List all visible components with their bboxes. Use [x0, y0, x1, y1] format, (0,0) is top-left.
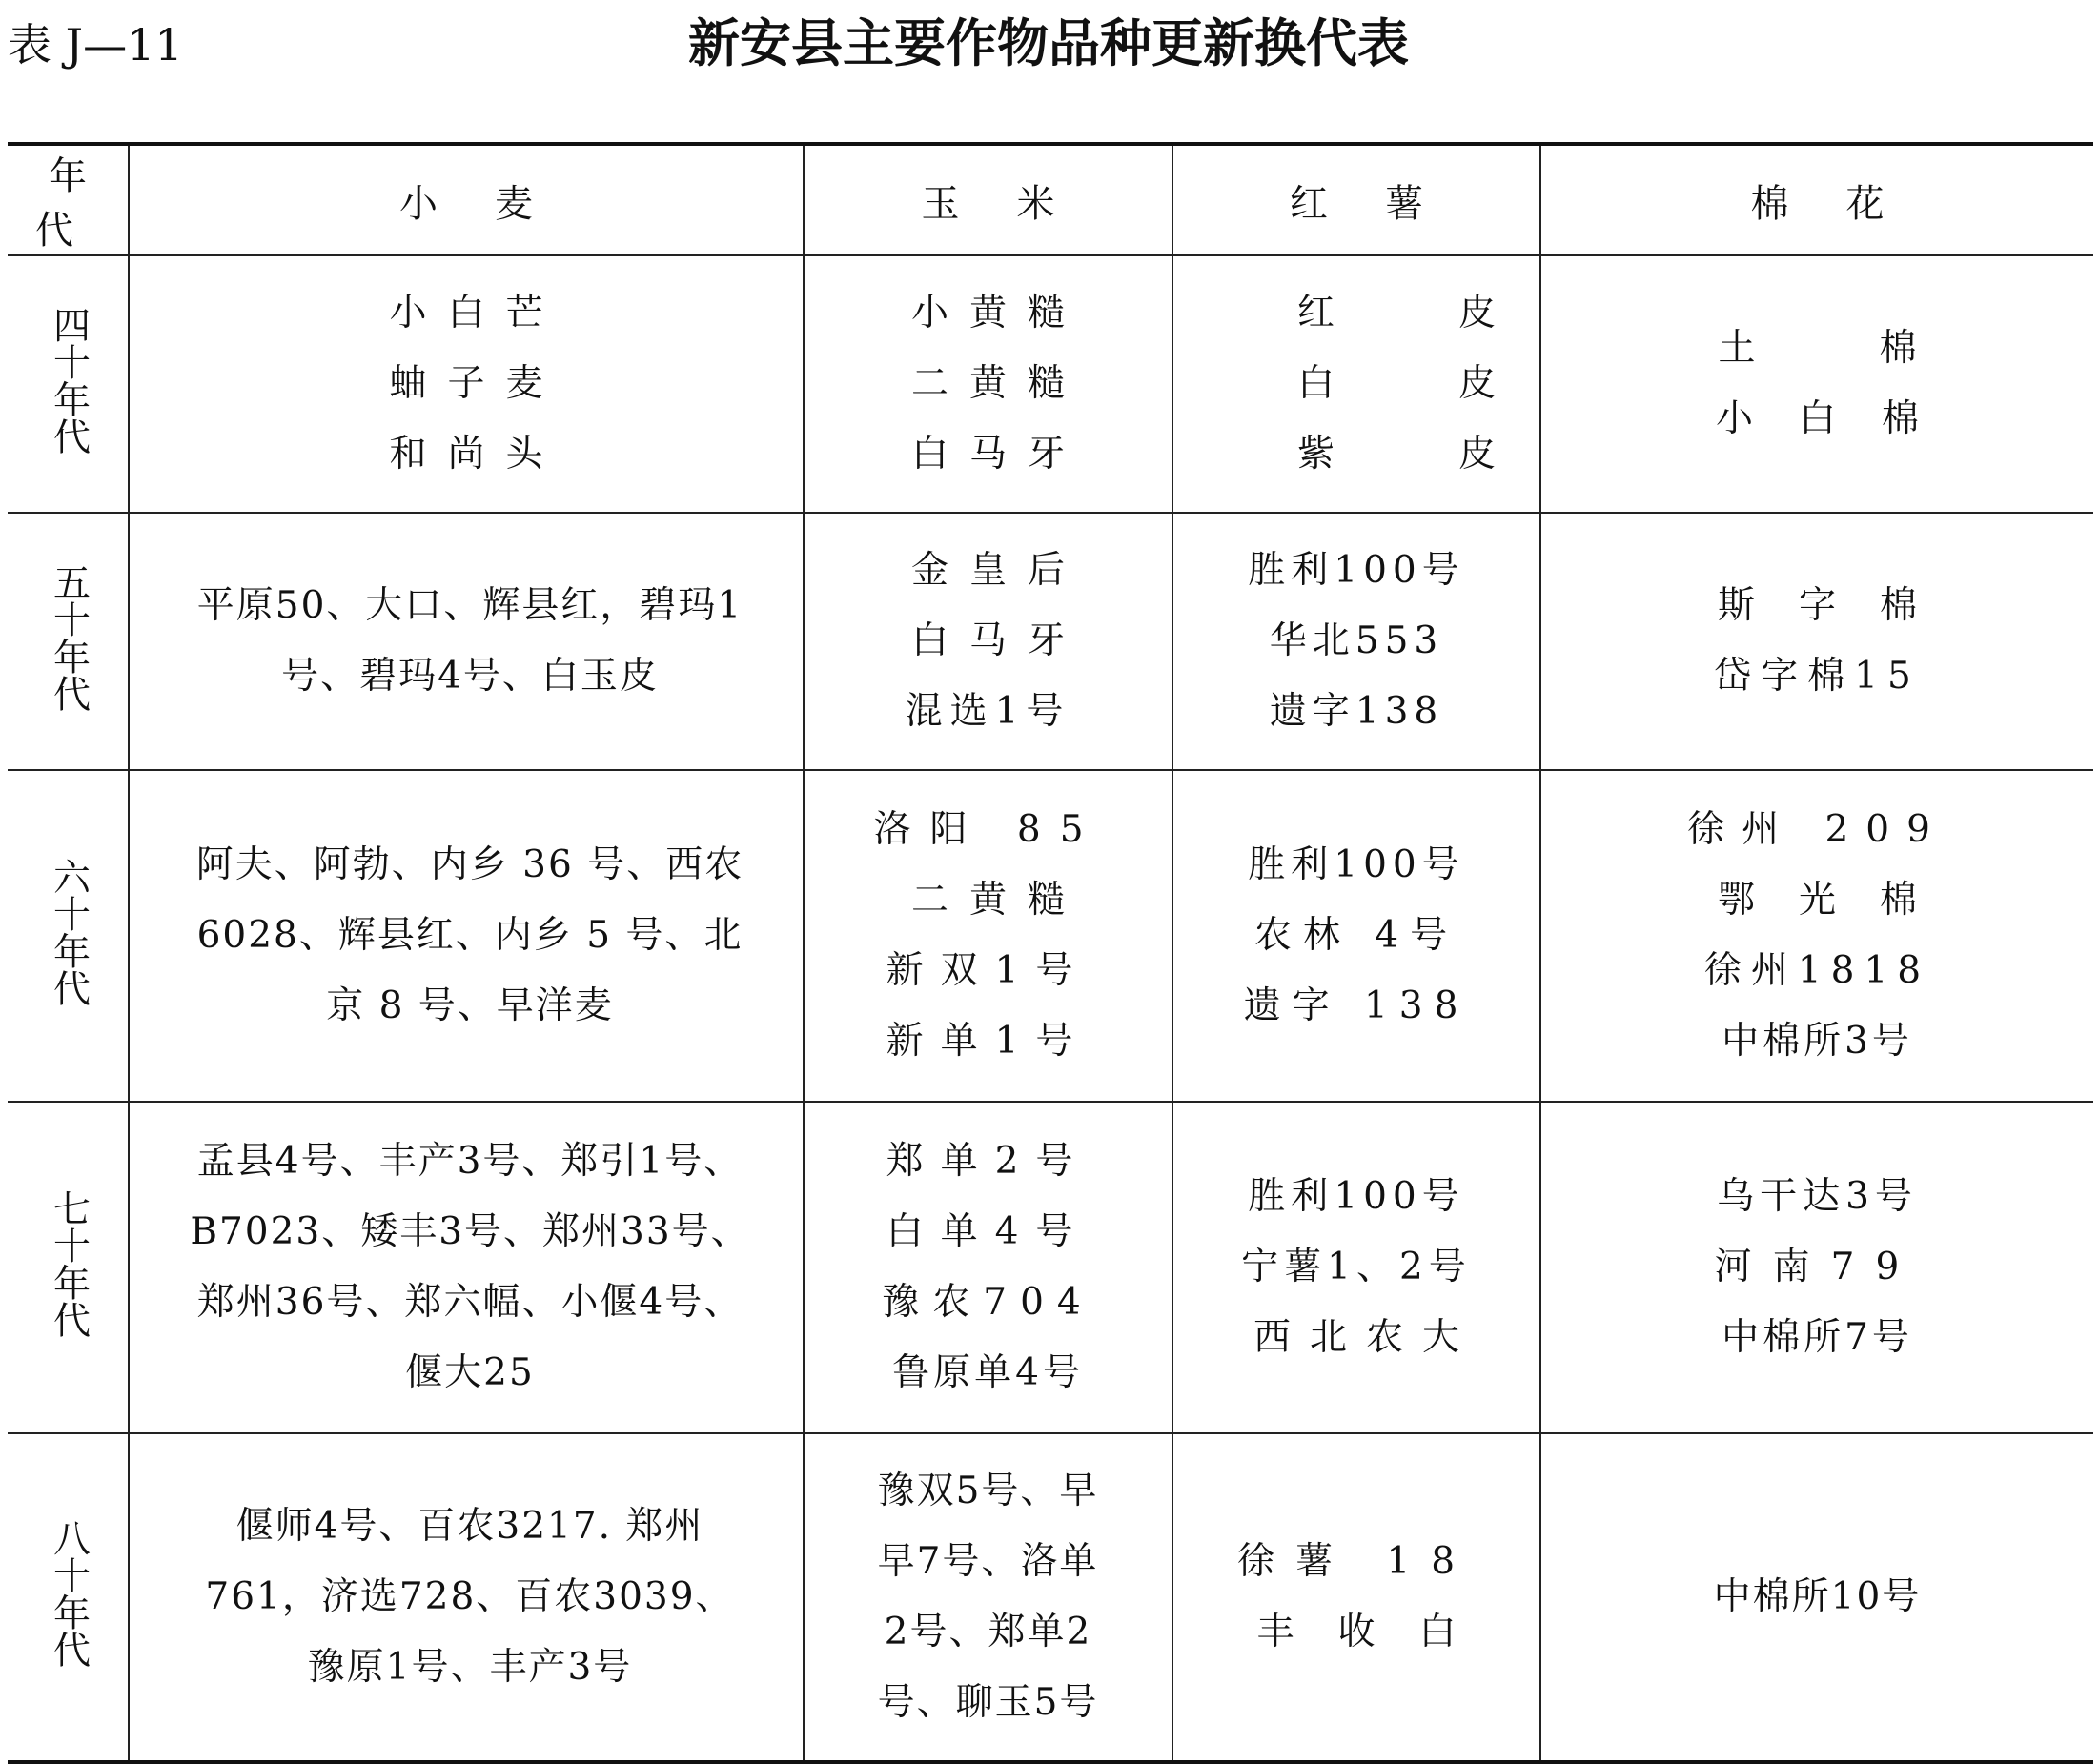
- sweet-potato-variety: 西北农大: [1253, 1316, 1478, 1360]
- cotton-variety: 中棉所10号: [1713, 1574, 1922, 1618]
- sweet-potato-variety: 白皮: [1297, 361, 1620, 405]
- crop-variety-table-container: [8, 142, 2093, 1733]
- sweet-potato-cell: [1172, 770, 1540, 1102]
- era-label: 四十年代: [47, 305, 91, 455]
- sweet-potato-variety: 胜利100号: [1248, 548, 1465, 592]
- corn-variety: 豫双5号、早: [877, 1469, 1099, 1512]
- era-cell: [8, 1102, 129, 1433]
- sweet-potato-cell: [1172, 1433, 1540, 1762]
- era-cell: [8, 1433, 129, 1762]
- corn-variety: 二黄糙: [910, 878, 1086, 922]
- corn-variety: 新单1号: [886, 1020, 1090, 1064]
- wheat-cell: [129, 770, 804, 1102]
- corn-variety: 号、聊玉5号: [877, 1681, 1099, 1725]
- wheat-cell: [129, 1433, 804, 1762]
- era-cell: [8, 770, 129, 1102]
- wheat-varieties-text: 孟县4号、丰产3号、郑引1号、B7023、矮丰3号、郑州33号、郑州36号、郑六幅、小偃4号、偃大25: [190, 1139, 750, 1395]
- wheat-varieties-text: 阿夫、阿勃、内乡 36 号、西农 6028、辉县红、内乡 5 号、北京 8 号、早洋麦: [195, 842, 744, 1028]
- wheat-varieties-text: 偃师4号、百农3217. 郑州761，济选728、百农3039、豫原1号、丰产3号: [205, 1504, 735, 1690]
- wheat-cell: [129, 513, 804, 770]
- cotton-variety: 斯字棉: [1717, 583, 1961, 627]
- cotton-cell: [1540, 770, 2093, 1102]
- cotton-cell: [1540, 255, 2093, 513]
- corn-variety: 新双1号: [886, 949, 1090, 992]
- cotton-variety: 河南79: [1714, 1245, 1921, 1288]
- table-row: [8, 770, 2093, 1102]
- cotton-variety: 土棉: [1718, 326, 2041, 370]
- corn-cell: [804, 1433, 1172, 1762]
- cotton-variety: 岱字棉15: [1714, 655, 1921, 698]
- sweet-potato-variety: 遗字 138: [1243, 984, 1470, 1028]
- era-label: 七十年代: [47, 1188, 91, 1338]
- corn-variety: 2号、郑单2: [884, 1611, 1092, 1653]
- sweet-potato-variety: 丰收白: [1256, 1611, 1500, 1653]
- sweet-potato-variety: 紫皮: [1297, 433, 1620, 476]
- crop-variety-table: [8, 142, 2093, 1764]
- era-cell: [8, 255, 129, 513]
- sweet-potato-variety: 遗字138: [1269, 690, 1444, 734]
- wheat-variety: 小白芒: [389, 291, 564, 335]
- header-era: 年代: [8, 144, 129, 255]
- sweet-potato-variety: 胜利100号: [1248, 1174, 1465, 1218]
- header-cotton: 棉花: [1540, 144, 2093, 255]
- sweet-potato-variety: 徐薯 18: [1236, 1539, 1477, 1583]
- corn-variety: 豫农704: [882, 1281, 1094, 1324]
- corn-cell: [804, 1102, 1172, 1433]
- cotton-variety: 徐州 209: [1687, 807, 1947, 851]
- cotton-variety: 徐州1818: [1703, 949, 1931, 992]
- table-row: [8, 1433, 2093, 1762]
- cotton-variety: 小白棉: [1715, 397, 1965, 440]
- cotton-variety: 鄂光棉: [1717, 878, 1961, 922]
- wheat-variety: 蚰子麦: [389, 361, 564, 405]
- era-label: 八十年代: [47, 1518, 91, 1668]
- cotton-cell: [1540, 513, 2093, 770]
- corn-variety: 金皇后: [910, 548, 1086, 592]
- header-wheat: 小麦: [129, 144, 804, 255]
- era-label: 六十年代: [47, 857, 91, 1006]
- corn-variety: 洛阳 85: [873, 807, 1103, 851]
- sweet-potato-variety: 华北553: [1269, 618, 1444, 662]
- corn-variety: 白单4号: [886, 1209, 1090, 1253]
- corn-variety: 早7号、洛单: [877, 1539, 1099, 1583]
- sweet-potato-cell: [1172, 1102, 1540, 1433]
- sweet-potato-variety: 农林 4号: [1253, 913, 1459, 957]
- sweet-potato-cell: [1172, 255, 1620, 513]
- page-title: 新安县主要作物品种更新换代表: [688, 13, 1409, 73]
- cotton-cell: [1540, 1102, 2093, 1433]
- wheat-variety: 和尚头: [389, 433, 564, 476]
- corn-variety: 二黄糙: [910, 361, 1086, 405]
- sweet-potato-variety: 宁薯1、2号: [1241, 1245, 1472, 1288]
- corn-variety: 小黄糙: [910, 291, 1086, 335]
- table-row: [8, 513, 2093, 770]
- header-corn: 玉米: [804, 144, 1172, 255]
- sweet-potato-variety: 胜利100号: [1248, 842, 1465, 886]
- corn-variety: 郑单2号: [886, 1139, 1090, 1183]
- corn-variety: 混选1号: [905, 690, 1071, 734]
- wheat-varieties-text: 平原50、大口、辉县红，碧玛1号、碧玛4号、白玉皮: [196, 583, 744, 698]
- sweet-potato-cell: [1172, 513, 1540, 770]
- sweet-potato-variety: 红皮: [1297, 291, 1620, 335]
- wheat-cell: [129, 1102, 804, 1433]
- corn-cell: [804, 255, 1172, 513]
- corn-cell: [804, 513, 1172, 770]
- corn-variety: 鲁原单4号: [892, 1351, 1084, 1395]
- era-label: 五十年代: [47, 562, 91, 712]
- cotton-variety: 中棉所3号: [1722, 1020, 1913, 1064]
- table-row: [8, 1102, 2093, 1433]
- cotton-cell: [1540, 1433, 2093, 1762]
- table-label: 表 J—11: [8, 19, 183, 71]
- table-header-row: [8, 144, 2093, 255]
- cotton-variety: 中棉所7号: [1722, 1316, 1913, 1360]
- corn-cell: [804, 770, 1172, 1102]
- era-cell: [8, 513, 129, 770]
- corn-variety: 白马牙: [910, 433, 1086, 476]
- wheat-cell: [129, 255, 804, 513]
- header-sweet-potato: 红薯: [1172, 144, 1540, 255]
- cotton-variety: 乌干达3号: [1717, 1174, 1918, 1218]
- corn-variety: 白马牙: [910, 618, 1086, 662]
- table-row: [8, 255, 2093, 513]
